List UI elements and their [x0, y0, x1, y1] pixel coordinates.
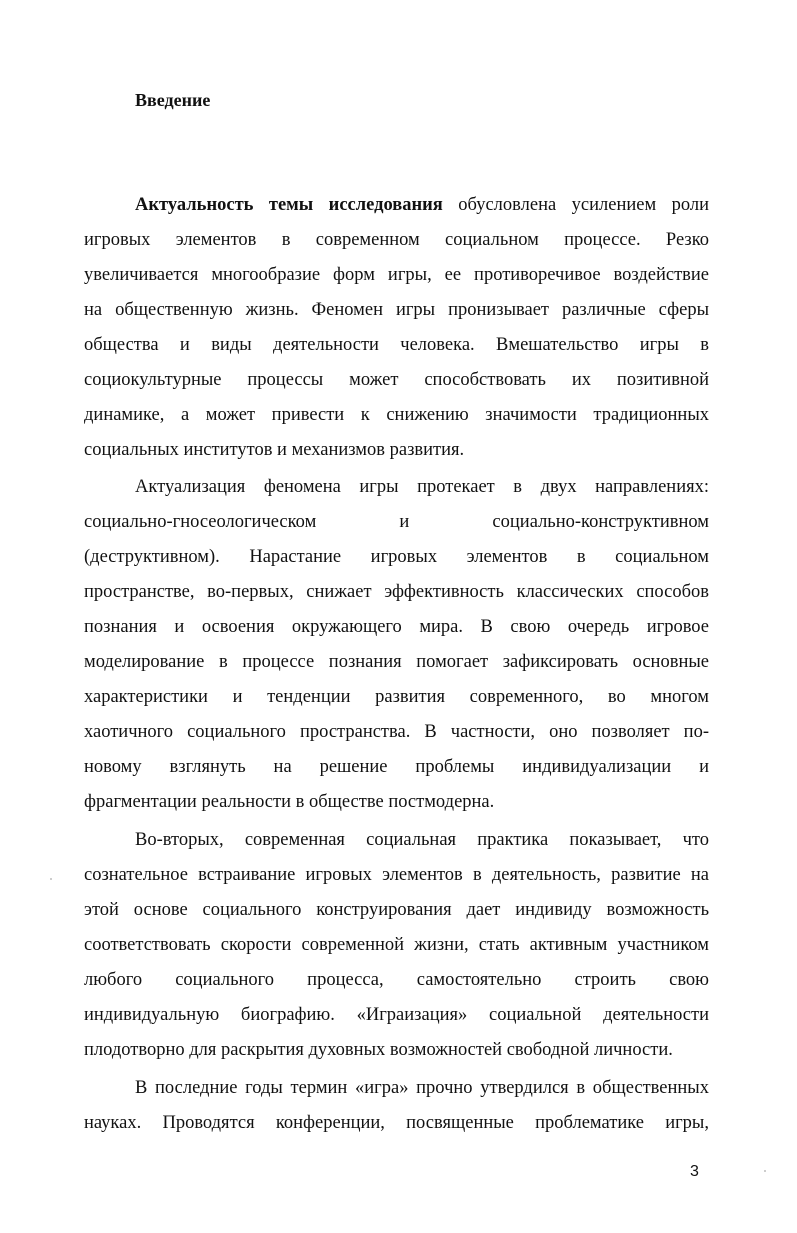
text-line: науках. Проводятся конференции, посвященные проблематике игры, [84, 1113, 709, 1133]
bold-term: Актуальность темы исследования [135, 195, 443, 215]
text-line: сознательное встраивание игровых элементов в деятельность, развитие на [84, 865, 709, 885]
text-line: фрагментации реальности в обществе постмодерна. [84, 792, 495, 812]
text-line: Во-вторых, современная социальная практика показывает, что [135, 830, 709, 850]
scan-speck [764, 1170, 766, 1172]
text-line: индивидуальную биографию. «Играизация» социальной деятельности [84, 1005, 709, 1025]
text-line: социальных институтов и механизмов развития. [84, 440, 465, 460]
text-line: моделирование в процессе познания помогает зафиксировать основные [84, 652, 709, 672]
text-line: социокультурные процессы может способствовать их позитивной [84, 370, 709, 390]
scan-speck [50, 878, 52, 880]
section-heading: Введение [135, 90, 211, 110]
text-line: Актуализация феномена игры протекает в двух направлениях: [135, 477, 709, 497]
text-line [135, 188, 709, 223]
text-line: плодотворно для раскрытия духовных возможностей свободной личности. [84, 1040, 673, 1060]
text-line: пространстве, во-первых, снижает эффективность классических способов [84, 582, 709, 602]
text-line: В последние годы термин «игра» прочно утвердился в общественных [135, 1078, 709, 1098]
text-line: (деструктивном). Нарастание игровых элементов в социальном [84, 547, 709, 567]
text-line: этой основе социального конструирования дает индивиду возможность [84, 900, 709, 920]
text-line: новому взглянуть на решение проблемы индивидуализации и [84, 757, 709, 777]
text-line: общества и виды деятельности человека. Вмешательство игры в [84, 335, 709, 355]
page-number: 3 [690, 1163, 699, 1180]
text-line: увеличивается многообразие форм игры, ее противоречивое воздействие [84, 265, 709, 285]
text-line: характеристики и тенденции развития современного, во многом [84, 687, 709, 707]
text-line: на общественную жизнь. Феномен игры пронизывает различные сферы [84, 300, 709, 320]
text-line: познания и освоения окружающего мира. В свою очередь игровое [84, 617, 709, 637]
text-line: хаотичного социального пространства. В частности, оно позволяет по- [84, 722, 709, 742]
text-line: любого социального процесса, самостоятельно строить свою [84, 970, 709, 990]
text-line: игровых элементов в современном социальном процессе. Резко [84, 230, 709, 250]
text-line: динамике, а может привести к снижению значимости традиционных [84, 405, 709, 425]
line-text: обусловлена усилением роли [442, 195, 710, 215]
text-line: социально-гносеологическом и социально-конструктивном [84, 512, 709, 532]
text-line: соответствовать скорости современной жизни, стать активным участником [84, 935, 709, 955]
